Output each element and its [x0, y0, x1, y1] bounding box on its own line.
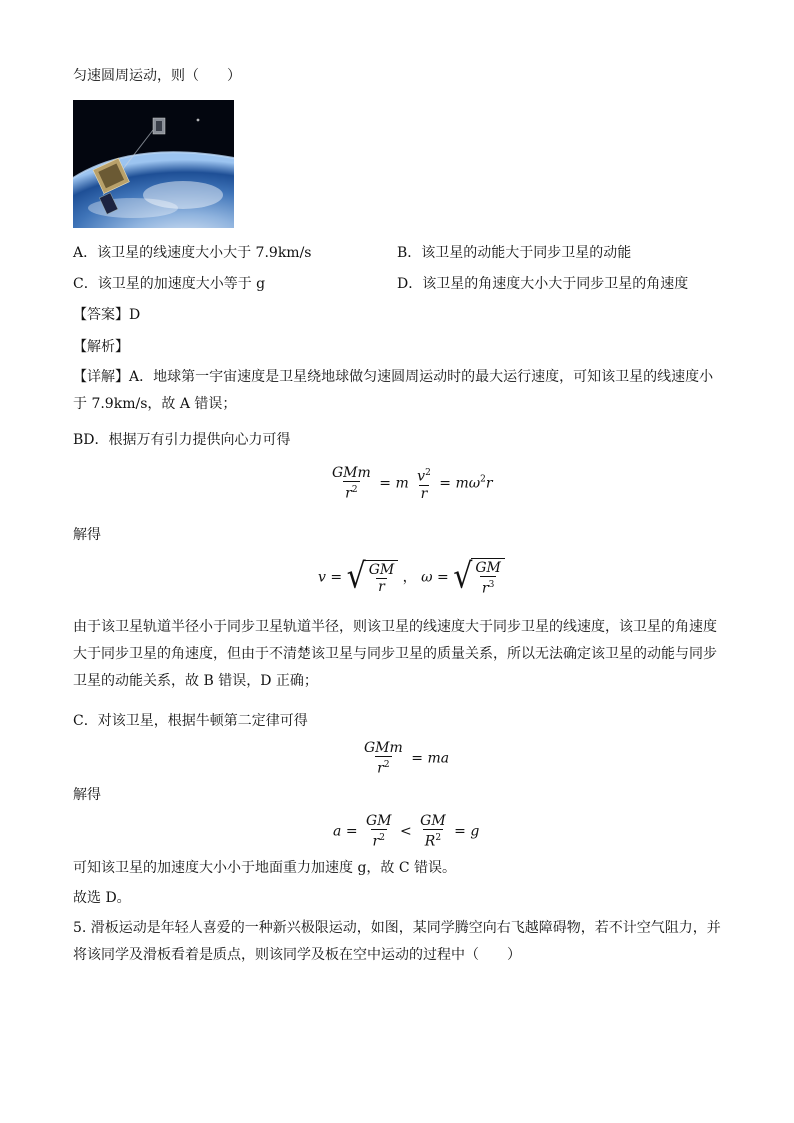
equation-newton-second-law: $\frac{\text{GMm}}{r^2}$ = ma — [364, 740, 450, 777]
satellite-far — [153, 118, 165, 134]
option-c: C．该卫星的加速度大小等于 g — [73, 276, 266, 292]
question-5: 5. 滑板运动是年轻人喜爱的一种新兴极限运动，如图，某同学腾空向右飞越障碍物，若不计空气阻力，并将该同学及滑板看着是质点，则该同学及板在空中运动的过程中（ ） — [73, 920, 721, 963]
solve-label-2: 解得 — [73, 787, 101, 803]
option-d: D．该卫星的角速度大小大于同步卫星的角速度 — [397, 276, 689, 292]
analysis-label: 【解析】 — [73, 339, 129, 355]
final-choice: 故选 D。 — [73, 890, 131, 906]
equation-gravity-centripetal: $\frac{\text{GMm}}{r^2}$ = m $\frac{v^2}{r}$ = $m\omega^2r$ — [332, 465, 493, 502]
bd-paragraph: 由于该卫星轨道半径小于同步卫星轨道半径，则该卫星的线速度大于同步卫星的线速度，该卫星的角速度大于同步卫星的角速度，但由于不清楚该卫星与同步卫星的质量关系，所以无法确定该卫星的动能与同步卫星的动能关系，故 B 错误，D 正确； — [73, 619, 717, 689]
bd-intro: BD．根据万有引力提供向心力可得 — [73, 432, 291, 448]
answer-label: 【答案】D — [73, 307, 141, 323]
solve-label-1: 解得 — [73, 527, 101, 543]
c-intro: C．对该卫星，根据牛顿第二定律可得 — [73, 713, 308, 729]
c-conclusion: 可知该卫星的加速度大小小于地面重力加速度 g，故 C 错误。 — [73, 860, 457, 876]
option-b: B．该卫星的动能大于同步卫星的动能 — [397, 245, 632, 261]
satellite-earth-illustration — [73, 100, 234, 228]
question-tail: 匀速圆周运动，则（ ） — [73, 68, 241, 84]
satellite-photo — [73, 100, 234, 228]
equation-acceleration: a = $\frac{GM}{r^2}$ < $\frac{GM}{R^2}$ = g — [333, 813, 480, 850]
option-a: A．该卫星的线速度大小大于 7.9km/s — [73, 245, 312, 261]
detail-a-paragraph: 【详解】A．地球第一宇宙速度是卫星绕地球做匀速圆周运动时的最大运行速度，可知该卫星的线速度小于 7.9km/s，故 A 错误； — [73, 369, 714, 412]
equation-v-omega: v = √ $\frac{GM}{r}$ ， ω = √ $\frac{GM}{r^3}$ — [318, 558, 505, 597]
